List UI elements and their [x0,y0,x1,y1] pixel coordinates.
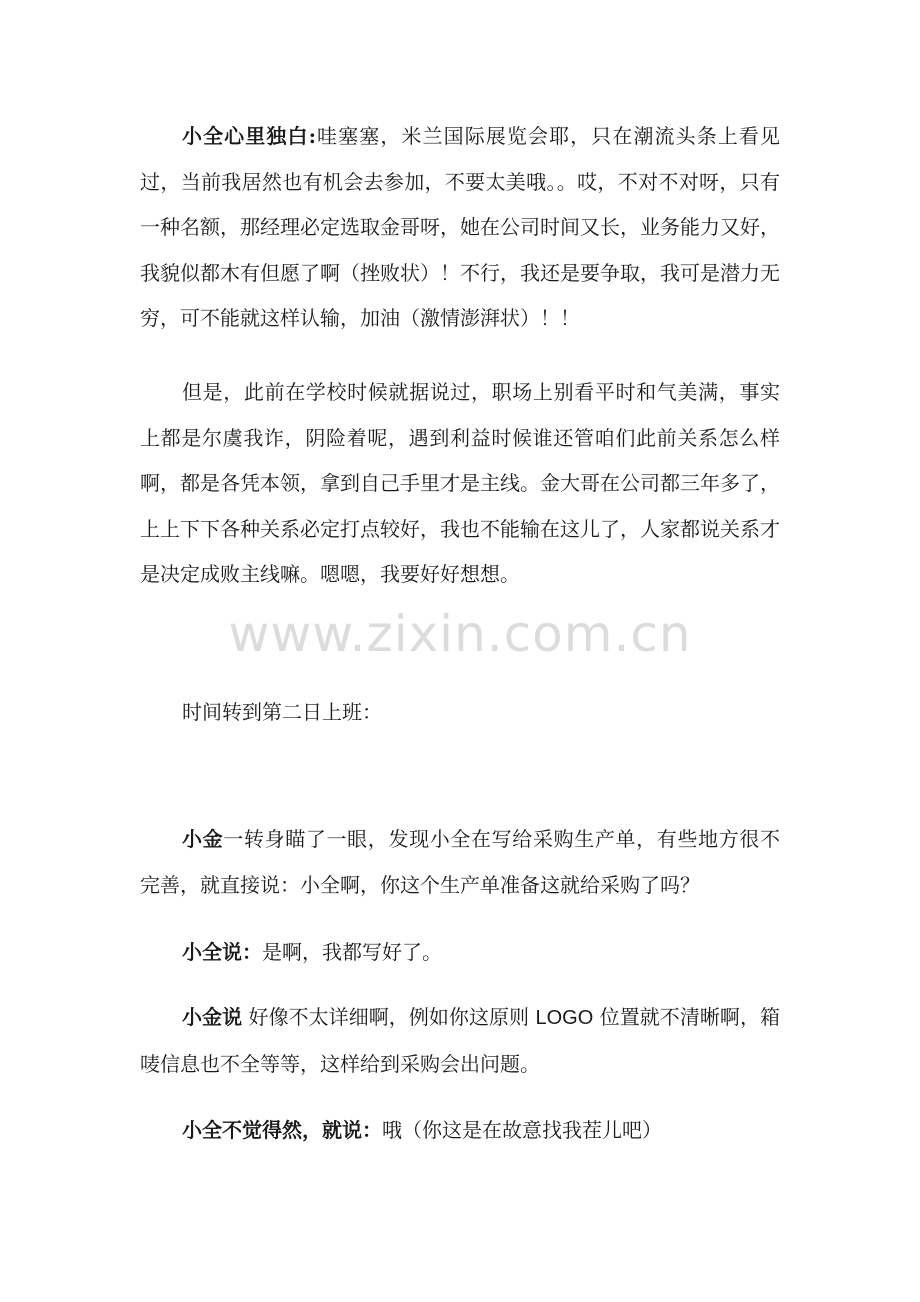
speaker-separator: : [308,124,316,148]
paragraph-text: 哦（你这是在故意找我茬儿吧） [382,1118,662,1142]
paragraph-time-transition [140,690,780,736]
watermark: www.zixin.com.cn [228,605,692,663]
paragraph-text: 但是，此前在学校时候就据说过，职场上别看平时和气美满，事实上都是尔虞我诈，阴险着呢，遇到利益时候谁还管咱们此前关系怎么样啊，都是各凭本领，拿到自己手里才是主线。金大哥在公司都三年多了，上上下下各种关系必定打点较好，我也不能输在这儿了，人家都说关系才是决定成败主线嘛。嗯嗯，我要好好想想。 [140,380,780,586]
paragraph-dialogue-xiaojin [140,817,780,908]
paragraph-text: 时间转到第二日上班： [182,700,382,724]
speaker-label: 小金说 [182,1005,243,1029]
paragraph-text: 是啊，我都写好了。 [262,940,442,964]
paragraph-text: 位置就不清晰啊，箱唛信息也不全等等，这样给到采购会出问题。 [140,1005,781,1076]
paragraph-reflection [140,370,780,598]
paragraph-text: 好像不太详细啊，例如你这原则 [242,1005,536,1029]
speaker-label: 小金 [182,827,224,851]
paragraph-monologue [140,114,780,342]
logo-term: LOGO [535,1007,594,1029]
paragraph-dialogue-xiaoquan [140,930,780,976]
paragraph-dialogue-xiaoquan-2 [140,1108,780,1154]
speaker-label: 小全说 [182,940,242,964]
paragraph-dialogue-xiaojin-2 [140,995,780,1087]
paragraph-text: 哇塞塞，米兰国际展览会耶，只在潮流头条上看见过，当前我居然也有机会去参加，不要太美哦。。哎，不对不对呀，只有一种名额，那经理必定选取金哥呀，她在公司时间又长，业务能力又好，我貌似都木有但愿了啊（挫败状）！不行，我还是要争取，我可是潜力无穷，可不能就这样认输，加油（激情澎湃状）！！ [140,124,781,330]
speaker-separator: ： [362,1118,382,1142]
speaker-label: 小全心里独白 [182,124,309,148]
paragraph-text: 一转身瞄了一眼，发现小全在写给采购生产单，有些地方很不完善，就直接说：小全啊，你这个生产单准备这就给采购了吗？ [140,827,781,897]
speaker-separator: ： [242,940,262,964]
speaker-label: 小全不觉得然，就说 [182,1118,362,1142]
